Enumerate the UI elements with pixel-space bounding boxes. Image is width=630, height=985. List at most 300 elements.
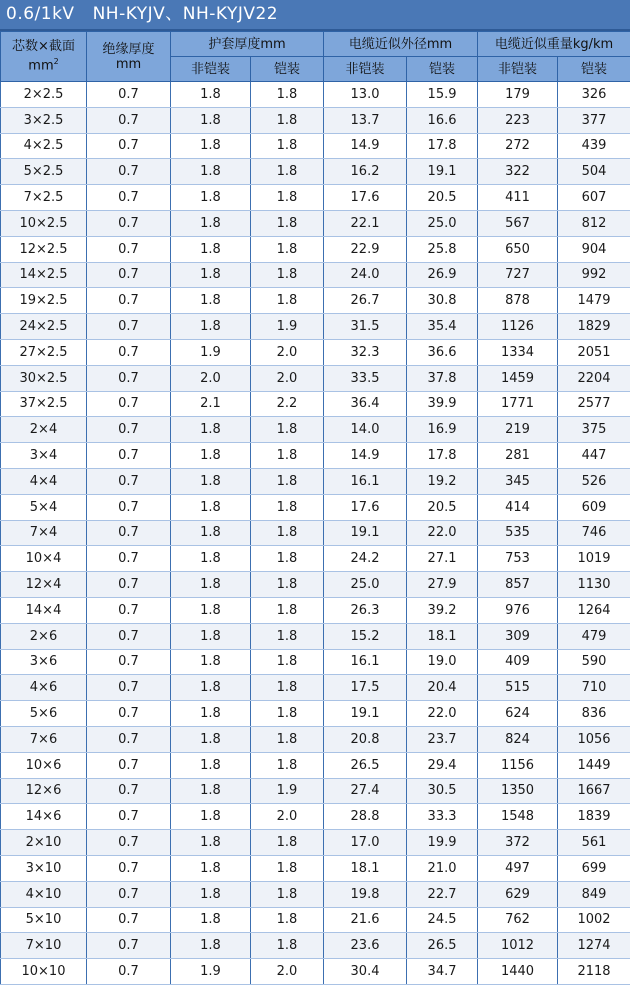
cell-cores: 3×4 — [1, 443, 87, 469]
cell-sheath-unarmored: 1.8 — [171, 546, 251, 572]
header-diameter-armored: 铠装 — [407, 57, 478, 82]
cell-insulation: 0.7 — [87, 185, 171, 211]
cell-sheath-unarmored: 1.8 — [171, 210, 251, 236]
cell-weight-armored: 1002 — [558, 907, 630, 933]
cell-diameter-unarmored: 16.2 — [324, 159, 407, 185]
cell-sheath-unarmored: 1.8 — [171, 494, 251, 520]
cell-weight-armored: 1130 — [558, 572, 630, 598]
table-row — [1, 391, 630, 417]
cell-diameter-armored: 25.8 — [407, 236, 478, 262]
cell-diameter-unarmored: 16.1 — [324, 649, 407, 675]
cell-sheath-armored: 1.8 — [251, 443, 324, 469]
cell-cores: 4×2.5 — [1, 133, 87, 159]
cell-insulation: 0.7 — [87, 546, 171, 572]
cell-weight-armored: 1829 — [558, 314, 630, 340]
cell-insulation: 0.7 — [87, 623, 171, 649]
cell-weight-unarmored: 281 — [478, 443, 558, 469]
cell-weight-armored: 1019 — [558, 546, 630, 572]
cell-diameter-unarmored: 18.1 — [324, 855, 407, 881]
cell-sheath-armored: 1.9 — [251, 778, 324, 804]
table-row — [1, 649, 630, 675]
cell-diameter-unarmored: 14.0 — [324, 417, 407, 443]
cell-insulation: 0.7 — [87, 907, 171, 933]
header-diameter: 电缆近似外径mm — [324, 32, 478, 57]
cell-weight-unarmored: 1459 — [478, 365, 558, 391]
cell-diameter-unarmored: 26.7 — [324, 288, 407, 314]
cell-sheath-unarmored: 1.8 — [171, 933, 251, 959]
header-weight-unarmored: 非铠装 — [478, 57, 558, 82]
header-sheath-armored: 铠装 — [251, 57, 324, 82]
cell-diameter-armored: 16.6 — [407, 107, 478, 133]
document-title — [0, 0, 630, 31]
cell-diameter-armored: 39.2 — [407, 597, 478, 623]
table-row — [1, 881, 630, 907]
cell-cores: 7×10 — [1, 933, 87, 959]
cell-sheath-armored: 1.8 — [251, 468, 324, 494]
cell-insulation: 0.7 — [87, 701, 171, 727]
cell-weight-unarmored: 411 — [478, 185, 558, 211]
cell-sheath-unarmored: 1.8 — [171, 675, 251, 701]
table-row — [1, 185, 630, 211]
cell-weight-unarmored: 1548 — [478, 804, 558, 830]
cell-cores: 14×2.5 — [1, 262, 87, 288]
cell-weight-armored: 609 — [558, 494, 630, 520]
cell-sheath-unarmored: 1.8 — [171, 752, 251, 778]
cell-sheath-armored: 1.8 — [251, 546, 324, 572]
cell-weight-armored: 479 — [558, 623, 630, 649]
cell-weight-armored: 836 — [558, 701, 630, 727]
cell-diameter-armored: 35.4 — [407, 314, 478, 340]
cable-spec-table — [0, 31, 630, 985]
cell-diameter-unarmored: 13.7 — [324, 107, 407, 133]
cell-sheath-armored: 1.8 — [251, 597, 324, 623]
cell-weight-unarmored: 624 — [478, 701, 558, 727]
cell-diameter-armored: 26.9 — [407, 262, 478, 288]
table-row — [1, 830, 630, 856]
cell-weight-armored: 2577 — [558, 391, 630, 417]
cell-sheath-armored: 2.0 — [251, 365, 324, 391]
cell-diameter-unarmored: 13.0 — [324, 82, 407, 108]
cell-insulation: 0.7 — [87, 778, 171, 804]
cell-diameter-unarmored: 19.1 — [324, 701, 407, 727]
cell-diameter-armored: 24.5 — [407, 907, 478, 933]
cell-diameter-unarmored: 26.3 — [324, 597, 407, 623]
header-sheath-unarmored: 非铠装 — [171, 57, 251, 82]
cell-insulation: 0.7 — [87, 314, 171, 340]
header-diameter-unarmored: 非铠装 — [324, 57, 407, 82]
cell-sheath-armored: 1.8 — [251, 572, 324, 598]
cell-weight-unarmored: 1771 — [478, 391, 558, 417]
table-row — [1, 82, 630, 108]
cell-weight-armored: 2118 — [558, 959, 630, 985]
table-row — [1, 468, 630, 494]
cell-sheath-unarmored: 1.8 — [171, 701, 251, 727]
table-row — [1, 339, 630, 365]
cell-diameter-unarmored: 15.2 — [324, 623, 407, 649]
cell-sheath-unarmored: 1.8 — [171, 443, 251, 469]
cell-weight-unarmored: 878 — [478, 288, 558, 314]
cell-diameter-unarmored: 20.8 — [324, 726, 407, 752]
cell-cores: 30×2.5 — [1, 365, 87, 391]
cell-sheath-armored: 1.8 — [251, 82, 324, 108]
cell-sheath-unarmored: 1.8 — [171, 778, 251, 804]
cell-insulation: 0.7 — [87, 804, 171, 830]
cell-sheath-unarmored: 1.8 — [171, 855, 251, 881]
cell-sheath-unarmored: 1.8 — [171, 830, 251, 856]
cell-weight-armored: 375 — [558, 417, 630, 443]
cell-weight-unarmored: 1156 — [478, 752, 558, 778]
cell-sheath-armored: 1.8 — [251, 855, 324, 881]
cell-diameter-unarmored: 26.5 — [324, 752, 407, 778]
cell-weight-armored: 2051 — [558, 339, 630, 365]
cell-weight-armored: 1479 — [558, 288, 630, 314]
table-row — [1, 623, 630, 649]
cell-insulation: 0.7 — [87, 236, 171, 262]
model-label: NH-KYJV、NH-KYJV22 — [93, 4, 279, 24]
header-insulation-unit: mm — [87, 57, 170, 72]
cell-weight-unarmored: 567 — [478, 210, 558, 236]
cell-diameter-unarmored: 22.9 — [324, 236, 407, 262]
cell-insulation: 0.7 — [87, 107, 171, 133]
header-cores-label: 芯数×截面 — [1, 39, 86, 54]
table-row — [1, 159, 630, 185]
cell-weight-armored: 1264 — [558, 597, 630, 623]
cell-diameter-armored: 39.9 — [407, 391, 478, 417]
cell-cores: 2×6 — [1, 623, 87, 649]
cell-sheath-unarmored: 1.8 — [171, 804, 251, 830]
cell-insulation: 0.7 — [87, 339, 171, 365]
cell-weight-armored: 812 — [558, 210, 630, 236]
cell-sheath-armored: 1.8 — [251, 185, 324, 211]
cell-cores: 4×4 — [1, 468, 87, 494]
header-sheath: 护套厚度mm — [171, 32, 324, 57]
header-insulation-label: 绝缘厚度 — [87, 42, 170, 57]
cell-insulation: 0.7 — [87, 133, 171, 159]
cell-weight-armored: 992 — [558, 262, 630, 288]
cell-sheath-armored: 1.8 — [251, 417, 324, 443]
cell-sheath-unarmored: 1.8 — [171, 468, 251, 494]
cell-sheath-unarmored: 1.8 — [171, 159, 251, 185]
cell-sheath-armored: 1.8 — [251, 520, 324, 546]
table-row — [1, 417, 630, 443]
cell-diameter-armored: 34.7 — [407, 959, 478, 985]
table-row — [1, 959, 630, 985]
cell-cores: 5×10 — [1, 907, 87, 933]
cell-sheath-armored: 1.8 — [251, 907, 324, 933]
header-insulation — [87, 32, 171, 82]
cell-diameter-armored: 33.3 — [407, 804, 478, 830]
cell-weight-unarmored: 650 — [478, 236, 558, 262]
cell-sheath-armored: 1.8 — [251, 881, 324, 907]
cell-diameter-armored: 26.5 — [407, 933, 478, 959]
cell-sheath-unarmored: 1.8 — [171, 417, 251, 443]
cell-sheath-armored: 1.9 — [251, 314, 324, 340]
cell-diameter-armored: 19.9 — [407, 830, 478, 856]
cell-insulation: 0.7 — [87, 82, 171, 108]
cell-diameter-unarmored: 30.4 — [324, 959, 407, 985]
cell-cores: 7×4 — [1, 520, 87, 546]
cell-cores: 7×6 — [1, 726, 87, 752]
cell-weight-armored: 590 — [558, 649, 630, 675]
cell-diameter-armored: 17.8 — [407, 133, 478, 159]
cell-diameter-unarmored: 31.5 — [324, 314, 407, 340]
cell-cores: 3×2.5 — [1, 107, 87, 133]
cell-sheath-unarmored: 1.8 — [171, 520, 251, 546]
cell-weight-armored: 1449 — [558, 752, 630, 778]
cell-insulation: 0.7 — [87, 752, 171, 778]
table-row — [1, 726, 630, 752]
cell-diameter-unarmored: 14.9 — [324, 133, 407, 159]
cell-insulation: 0.7 — [87, 959, 171, 985]
table-row — [1, 907, 630, 933]
cell-insulation: 0.7 — [87, 365, 171, 391]
cell-diameter-unarmored: 24.2 — [324, 546, 407, 572]
header-weight: 电缆近似重量kg/km — [478, 32, 630, 57]
cell-insulation: 0.7 — [87, 494, 171, 520]
header-cores-unit: $mm^2$ — [1, 54, 86, 73]
cell-weight-unarmored: 1126 — [478, 314, 558, 340]
cell-weight-armored: 2204 — [558, 365, 630, 391]
cell-weight-armored: 561 — [558, 830, 630, 856]
cell-weight-unarmored: 219 — [478, 417, 558, 443]
cell-cores: 4×6 — [1, 675, 87, 701]
cell-weight-armored: 439 — [558, 133, 630, 159]
table-row — [1, 855, 630, 881]
cell-insulation: 0.7 — [87, 675, 171, 701]
cell-weight-armored: 377 — [558, 107, 630, 133]
cell-insulation: 0.7 — [87, 597, 171, 623]
cell-sheath-unarmored: 2.0 — [171, 365, 251, 391]
cell-sheath-armored: 1.8 — [251, 933, 324, 959]
cell-sheath-armored: 1.8 — [251, 133, 324, 159]
cell-insulation: 0.7 — [87, 210, 171, 236]
cell-diameter-armored: 19.0 — [407, 649, 478, 675]
cell-diameter-unarmored: 21.6 — [324, 907, 407, 933]
table-row — [1, 778, 630, 804]
cell-insulation: 0.7 — [87, 262, 171, 288]
cell-diameter-unarmored: 19.1 — [324, 520, 407, 546]
cell-weight-armored: 699 — [558, 855, 630, 881]
cell-sheath-armored: 2.2 — [251, 391, 324, 417]
cell-insulation: 0.7 — [87, 159, 171, 185]
cell-sheath-armored: 1.8 — [251, 159, 324, 185]
cell-weight-unarmored: 272 — [478, 133, 558, 159]
cell-cores: 7×2.5 — [1, 185, 87, 211]
cell-cores: 5×2.5 — [1, 159, 87, 185]
table-row — [1, 133, 630, 159]
cell-sheath-armored: 1.8 — [251, 830, 324, 856]
cell-insulation: 0.7 — [87, 830, 171, 856]
cell-weight-armored: 849 — [558, 881, 630, 907]
cell-weight-unarmored: 179 — [478, 82, 558, 108]
cell-weight-armored: 447 — [558, 443, 630, 469]
cell-sheath-unarmored: 1.8 — [171, 726, 251, 752]
cell-sheath-unarmored: 1.9 — [171, 959, 251, 985]
cell-diameter-unarmored: 32.3 — [324, 339, 407, 365]
cell-cores: 4×10 — [1, 881, 87, 907]
cell-diameter-armored: 22.0 — [407, 520, 478, 546]
cell-sheath-unarmored: 1.8 — [171, 236, 251, 262]
cell-insulation: 0.7 — [87, 572, 171, 598]
cell-sheath-armored: 1.8 — [251, 210, 324, 236]
cell-weight-unarmored: 309 — [478, 623, 558, 649]
cell-sheath-unarmored: 1.8 — [171, 907, 251, 933]
cell-sheath-unarmored: 1.8 — [171, 881, 251, 907]
table-row — [1, 288, 630, 314]
header-weight-armored: 铠装 — [558, 57, 630, 82]
cell-weight-unarmored: 753 — [478, 546, 558, 572]
table-row — [1, 494, 630, 520]
cell-diameter-armored: 30.5 — [407, 778, 478, 804]
cell-cores: 3×10 — [1, 855, 87, 881]
cell-diameter-armored: 21.0 — [407, 855, 478, 881]
cell-sheath-armored: 2.0 — [251, 339, 324, 365]
cell-weight-armored: 1056 — [558, 726, 630, 752]
cell-diameter-armored: 23.7 — [407, 726, 478, 752]
cell-diameter-armored: 15.9 — [407, 82, 478, 108]
table-row — [1, 675, 630, 701]
cell-weight-armored: 526 — [558, 468, 630, 494]
table-row — [1, 314, 630, 340]
cell-diameter-unarmored: 17.0 — [324, 830, 407, 856]
cell-diameter-armored: 29.4 — [407, 752, 478, 778]
cell-insulation: 0.7 — [87, 520, 171, 546]
cell-sheath-armored: 1.8 — [251, 288, 324, 314]
cell-cores: 10×4 — [1, 546, 87, 572]
cell-weight-armored: 326 — [558, 82, 630, 108]
cell-sheath-unarmored: 2.1 — [171, 391, 251, 417]
cell-insulation: 0.7 — [87, 726, 171, 752]
cell-sheath-armored: 1.8 — [251, 675, 324, 701]
cell-diameter-armored: 22.0 — [407, 701, 478, 727]
cell-sheath-unarmored: 1.8 — [171, 133, 251, 159]
cell-cores: 37×2.5 — [1, 391, 87, 417]
cell-weight-unarmored: 762 — [478, 907, 558, 933]
cell-sheath-unarmored: 1.8 — [171, 185, 251, 211]
cell-diameter-armored: 22.7 — [407, 881, 478, 907]
cell-sheath-armored: 1.8 — [251, 236, 324, 262]
cell-cores: 2×4 — [1, 417, 87, 443]
cell-diameter-armored: 17.8 — [407, 443, 478, 469]
cell-cores: 14×4 — [1, 597, 87, 623]
cell-diameter-unarmored: 23.6 — [324, 933, 407, 959]
cell-diameter-unarmored: 33.5 — [324, 365, 407, 391]
table-row — [1, 572, 630, 598]
cell-weight-unarmored: 1334 — [478, 339, 558, 365]
cell-weight-unarmored: 1350 — [478, 778, 558, 804]
cell-diameter-armored: 20.5 — [407, 185, 478, 211]
cell-sheath-armored: 1.8 — [251, 726, 324, 752]
cell-cores: 2×10 — [1, 830, 87, 856]
table-row — [1, 236, 630, 262]
cell-cores: 12×4 — [1, 572, 87, 598]
cell-sheath-unarmored: 1.8 — [171, 314, 251, 340]
cell-weight-armored: 710 — [558, 675, 630, 701]
cell-weight-unarmored: 322 — [478, 159, 558, 185]
cell-weight-armored: 746 — [558, 520, 630, 546]
cell-diameter-unarmored: 17.6 — [324, 185, 407, 211]
cell-weight-unarmored: 1440 — [478, 959, 558, 985]
cell-diameter-unarmored: 16.1 — [324, 468, 407, 494]
cell-sheath-unarmored: 1.8 — [171, 649, 251, 675]
cell-diameter-armored: 20.5 — [407, 494, 478, 520]
cell-weight-unarmored: 223 — [478, 107, 558, 133]
cell-weight-unarmored: 372 — [478, 830, 558, 856]
table-row — [1, 701, 630, 727]
cell-cores: 24×2.5 — [1, 314, 87, 340]
cell-diameter-armored: 19.1 — [407, 159, 478, 185]
table-row — [1, 262, 630, 288]
cell-sheath-unarmored: 1.8 — [171, 623, 251, 649]
table-row — [1, 597, 630, 623]
cell-diameter-armored: 19.2 — [407, 468, 478, 494]
cell-diameter-unarmored: 17.5 — [324, 675, 407, 701]
cell-weight-armored: 904 — [558, 236, 630, 262]
cell-diameter-armored: 27.9 — [407, 572, 478, 598]
cell-weight-unarmored: 409 — [478, 649, 558, 675]
cell-weight-armored: 1839 — [558, 804, 630, 830]
table-row — [1, 546, 630, 572]
table-row — [1, 210, 630, 236]
cell-diameter-unarmored: 24.0 — [324, 262, 407, 288]
cell-insulation: 0.7 — [87, 881, 171, 907]
cell-cores: 12×6 — [1, 778, 87, 804]
cell-weight-unarmored: 727 — [478, 262, 558, 288]
cell-sheath-armored: 1.8 — [251, 623, 324, 649]
header-cores-unit-sup: 2 — [54, 57, 59, 66]
cell-diameter-unarmored: 36.4 — [324, 391, 407, 417]
table-row — [1, 443, 630, 469]
table-row — [1, 933, 630, 959]
cell-sheath-unarmored: 1.8 — [171, 288, 251, 314]
cell-sheath-armored: 1.8 — [251, 752, 324, 778]
cell-diameter-armored: 30.8 — [407, 288, 478, 314]
cell-cores: 5×4 — [1, 494, 87, 520]
cell-insulation: 0.7 — [87, 468, 171, 494]
cell-insulation: 0.7 — [87, 933, 171, 959]
cell-insulation: 0.7 — [87, 855, 171, 881]
cell-sheath-armored: 1.8 — [251, 262, 324, 288]
cell-weight-unarmored: 1012 — [478, 933, 558, 959]
cell-sheath-unarmored: 1.8 — [171, 262, 251, 288]
cell-cores: 14×6 — [1, 804, 87, 830]
cell-weight-armored: 607 — [558, 185, 630, 211]
table-row — [1, 365, 630, 391]
cell-insulation: 0.7 — [87, 288, 171, 314]
table-row — [1, 804, 630, 830]
cell-sheath-unarmored: 1.8 — [171, 107, 251, 133]
cell-cores: 5×6 — [1, 701, 87, 727]
cell-sheath-armored: 2.0 — [251, 959, 324, 985]
cell-weight-armored: 1274 — [558, 933, 630, 959]
table-row — [1, 107, 630, 133]
header-cores — [1, 32, 87, 82]
table-row — [1, 752, 630, 778]
cell-insulation: 0.7 — [87, 443, 171, 469]
cell-diameter-armored: 20.4 — [407, 675, 478, 701]
cell-weight-unarmored: 535 — [478, 520, 558, 546]
cell-weight-unarmored: 345 — [478, 468, 558, 494]
cell-diameter-armored: 18.1 — [407, 623, 478, 649]
cell-diameter-unarmored: 25.0 — [324, 572, 407, 598]
cell-weight-unarmored: 976 — [478, 597, 558, 623]
cell-weight-unarmored: 414 — [478, 494, 558, 520]
cell-sheath-armored: 2.0 — [251, 804, 324, 830]
cell-sheath-armored: 1.8 — [251, 649, 324, 675]
cell-insulation: 0.7 — [87, 391, 171, 417]
cell-weight-armored: 504 — [558, 159, 630, 185]
cell-diameter-unarmored: 14.9 — [324, 443, 407, 469]
